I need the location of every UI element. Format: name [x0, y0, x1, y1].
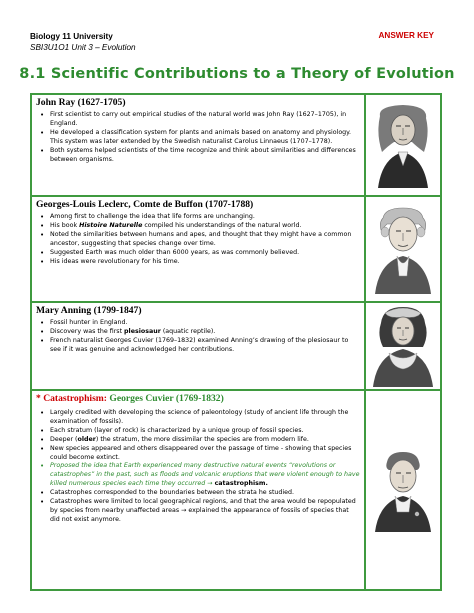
text-span: (aquatic reptile). — [160, 327, 216, 335]
course-name: Biology 11 University — [30, 32, 113, 41]
portrait-cuvier-icon — [371, 448, 435, 532]
portrait-buffon-icon — [371, 204, 435, 294]
list-item: • His ideas were revolutionary for his time. — [40, 258, 360, 267]
list-item: • Both systems helped scientists of the time recognize and think about similarities and differences between organisms. — [40, 147, 360, 165]
section-title: John Ray (1627-1705) — [36, 97, 126, 108]
section-john-ray — [32, 95, 440, 197]
cuvier-name: Georges Cuvier (1769-1832) — [109, 393, 224, 404]
list-item — [40, 328, 360, 337]
text-span: compiled his understandings of the natural world. — [142, 221, 302, 229]
section-title: Georges-Louis Leclerc, Comte de Buffon (1707-1788) — [36, 199, 254, 210]
bullet-list — [40, 409, 360, 525]
plesiosaur-term: plesiosaur — [124, 327, 161, 335]
list-item: • New species appeared and others disappeared over the passage of time - showing that species could become extinct. — [40, 445, 360, 463]
list-item — [40, 222, 360, 231]
book-title: Histoire Naturelle — [79, 221, 143, 229]
list-item: • Largely credited with developing the science of paleontology (study of ancient life through the examination of fossils). — [40, 409, 360, 427]
list-item: • Noted the similarities between humans and apes, and thought that they might have a common ancestor, suggesting that species change over time. — [40, 231, 360, 249]
portrait-john-ray-icon — [372, 102, 434, 188]
bullet-list — [40, 319, 360, 355]
answer-key-label: ANSWER KEY — [378, 31, 434, 40]
section-title — [36, 393, 224, 404]
page-title: 8.1 Scientific Contributions to a Theory of Evolution — [19, 66, 455, 82]
text-span: Discovery was the first — [50, 327, 125, 335]
contributions-table — [30, 93, 442, 591]
catastrophism-label: Catastrophism: — [43, 393, 107, 404]
bullet-list — [40, 213, 360, 266]
catastrophism-term: catastrophism. — [214, 480, 268, 488]
list-item — [40, 462, 360, 489]
bullet-list — [40, 111, 360, 164]
portrait-mary-anning-icon — [371, 305, 435, 387]
section-title: Mary Anning (1799-1847) — [36, 305, 142, 316]
list-item: • He developed a classification system for plants and animals based on anatomy and physiology. This system was later extended by the Swedish naturalist Carolus Linnaeus (1707–1778). — [40, 129, 360, 147]
star-marker: * — [36, 393, 41, 404]
unit-name: SBI3U1O1 Unit 3 – Evolution — [30, 43, 136, 52]
list-item: • Each stratum (layer of rock) is characterized by a unique group of fossil species. — [40, 427, 360, 436]
list-item: • French naturalist Georges Cuvier (1769–1832) examined Anning’s drawing of the plesiosaur to see if it was genuine and acknowledged her contributions. — [40, 337, 360, 355]
list-item: • Catastrophes corresponded to the boundaries between the strata he studied. — [40, 489, 360, 498]
section-cuvier — [32, 391, 440, 589]
section-buffon — [32, 197, 440, 303]
header-left — [30, 31, 136, 53]
list-item: • Among first to challenge the idea that life forms are unchanging. — [40, 213, 360, 222]
text-span: ) the stratum, the more dissimilar the species are from modern life. — [95, 435, 309, 443]
text-span: Deeper ( — [50, 435, 78, 443]
section-mary-anning — [32, 303, 440, 391]
older-term: older — [77, 435, 96, 443]
text-span: Proposed the idea that Earth experienced many destructive natural events “revolutions or catastrophes” in the past, such as floods and volcanic eruptions that were violent enough to have killed numerous species each time they occurred → — [50, 462, 360, 488]
list-item: • Fossil hunter in England. — [40, 319, 360, 328]
text-span: His book — [50, 221, 80, 229]
list-item: • Catastrophes were limited to local geographical regions, and that the area would be repopulated by species from nearby unaffected areas → explained the appearance of fossils of species that did not exist anymore. — [40, 498, 360, 525]
list-item — [40, 436, 360, 445]
list-item: • First scientist to carry out empirical studies of the natural world was John Ray (1627–1705), in England. — [40, 111, 360, 129]
list-item: • Suggested Earth was much older than 6000 years, as was commonly believed. — [40, 249, 360, 258]
